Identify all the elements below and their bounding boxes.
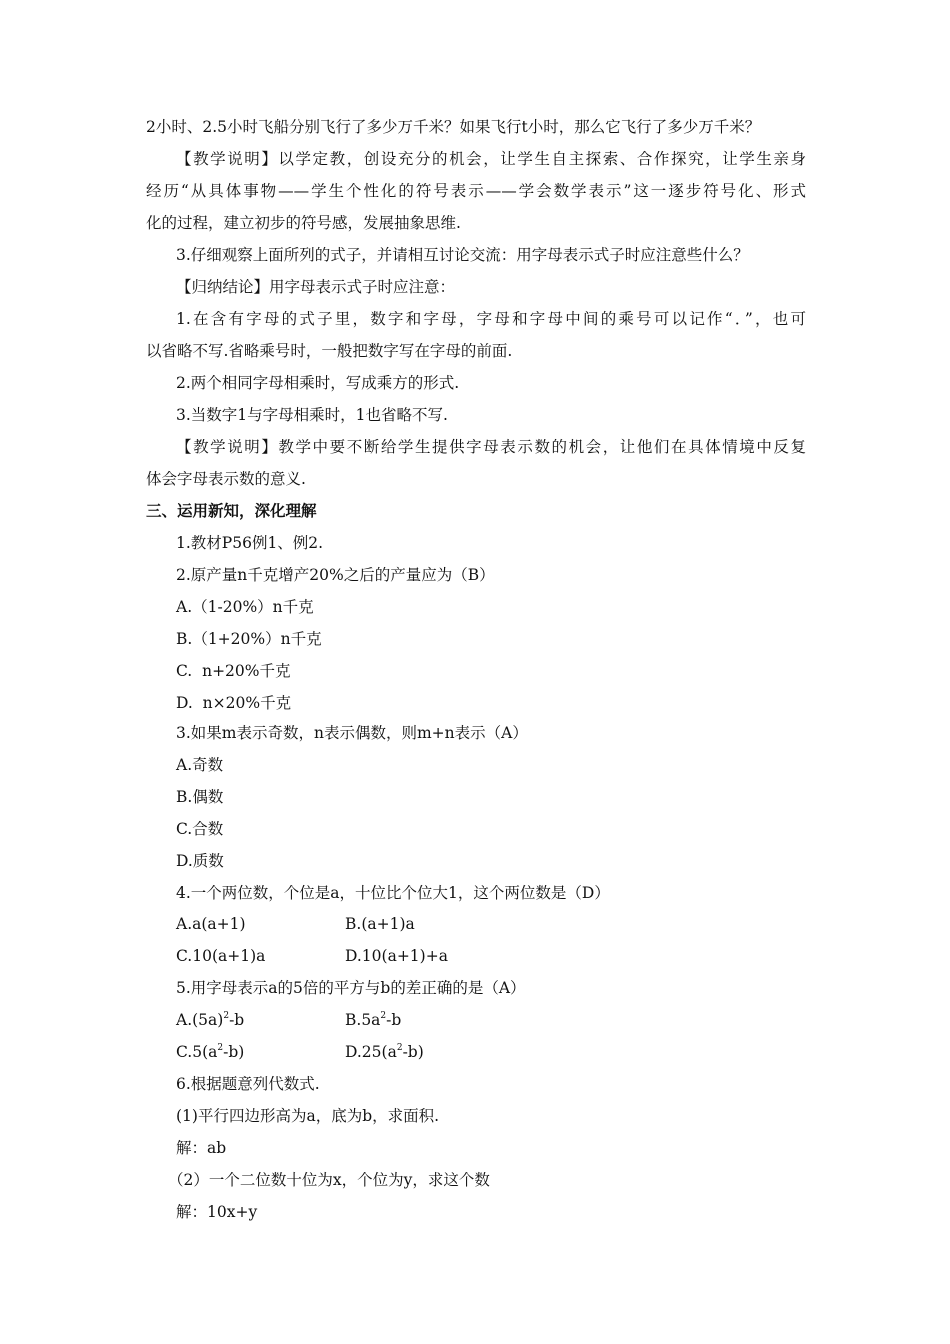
conclusion-heading: 【归纳结论】用字母表示式子时应注意：	[176, 278, 456, 296]
paragraph-line: 化的过程，建立初步的符号感，发展抽象思维.	[146, 214, 461, 232]
option-a: $A.(5a)^2-b$	[176, 1010, 245, 1029]
exercise-question: 2.原产量n千克增产20%之后的产量应为（B）	[176, 566, 495, 584]
option-b: B.偶数	[176, 788, 224, 806]
option-c: C.10(a+1)a	[176, 947, 266, 965]
sub-question: （2）一个二位数十位为x，个位为y，求这个数	[168, 1171, 490, 1189]
paragraph-line: 2小时、2.5小时飞船分别飞行了多少万千米？如果飞行t小时，那么它飞行了多少万千米？	[146, 118, 761, 136]
option-d: D.10(a+1)+a	[345, 947, 448, 965]
exercise-question: 5.用字母表示a的5倍的平方与b的差正确的是（A）	[176, 979, 526, 997]
paragraph-line: 经历“从具体事物——学生个性化的符号表示——学会数学表示”这一逐步符号化、形式	[146, 182, 806, 200]
paragraph-line: 体会字母表示数的意义.	[146, 470, 306, 488]
section-heading: 三、运用新知，深化理解	[146, 501, 317, 520]
exercise-line: 1.教材P56例1、例2.	[176, 534, 324, 552]
option-d: D. n×20%千克	[176, 694, 292, 712]
exercise-question: 6.根据题意列代数式.	[176, 1075, 320, 1093]
teaching-note-line: 【教学说明】教学中要不断给学生提供字母表示数的机会，让他们在具体情境中反复	[176, 438, 806, 456]
option-b: B.（1+20%）n千克	[176, 630, 322, 648]
answer-line: 解：10x+y	[176, 1203, 258, 1221]
exercise-question: 4.一个两位数，个位是a，十位比个位大1，这个两位数是（D）	[176, 884, 610, 902]
paragraph-line: 1.在含有字母的式子里，数字和字母，字母和字母中间的乘号可以记作“．”，也可	[176, 310, 806, 328]
option-c: C.合数	[176, 820, 224, 838]
option-c: C. n+20%千克	[176, 662, 291, 680]
option-c: $C.5(a^2-b)$	[176, 1042, 245, 1061]
option-d: D.质数	[176, 852, 224, 870]
option-b: $B.5a^2-b$	[345, 1010, 402, 1029]
paragraph-line: 3.仔细观察上面所列的式子，并请相互讨论交流：用字母表示式子时应注意些什么？	[176, 246, 749, 264]
answer-line: 解：ab	[176, 1139, 227, 1157]
teaching-note-line: 【教学说明】以学定教，创设充分的机会，让学生自主探索、合作探究，让学生亲身	[176, 150, 806, 168]
option-d: $D.25(a^2-b)$	[345, 1042, 424, 1061]
option-b: B.(a+1)a	[345, 915, 415, 933]
paragraph-line: 以省略不写.省略乘号时，一般把数字写在字母的前面.	[146, 342, 513, 360]
option-a: A.（1-20%）n千克	[176, 598, 314, 616]
option-a: A.a(a+1)	[176, 915, 246, 933]
paragraph-line: 2.两个相同字母相乘时，写成乘方的形式.	[176, 374, 460, 392]
option-a: A.奇数	[176, 756, 224, 774]
sub-question: (1)平行四边形高为a，底为b，求面积.	[176, 1107, 440, 1125]
paragraph-line: 3.当数字1与字母相乘时，1也省略不写.	[176, 406, 448, 424]
exercise-question: 3.如果m表示奇数，n表示偶数，则m+n表示（A）	[176, 724, 528, 742]
